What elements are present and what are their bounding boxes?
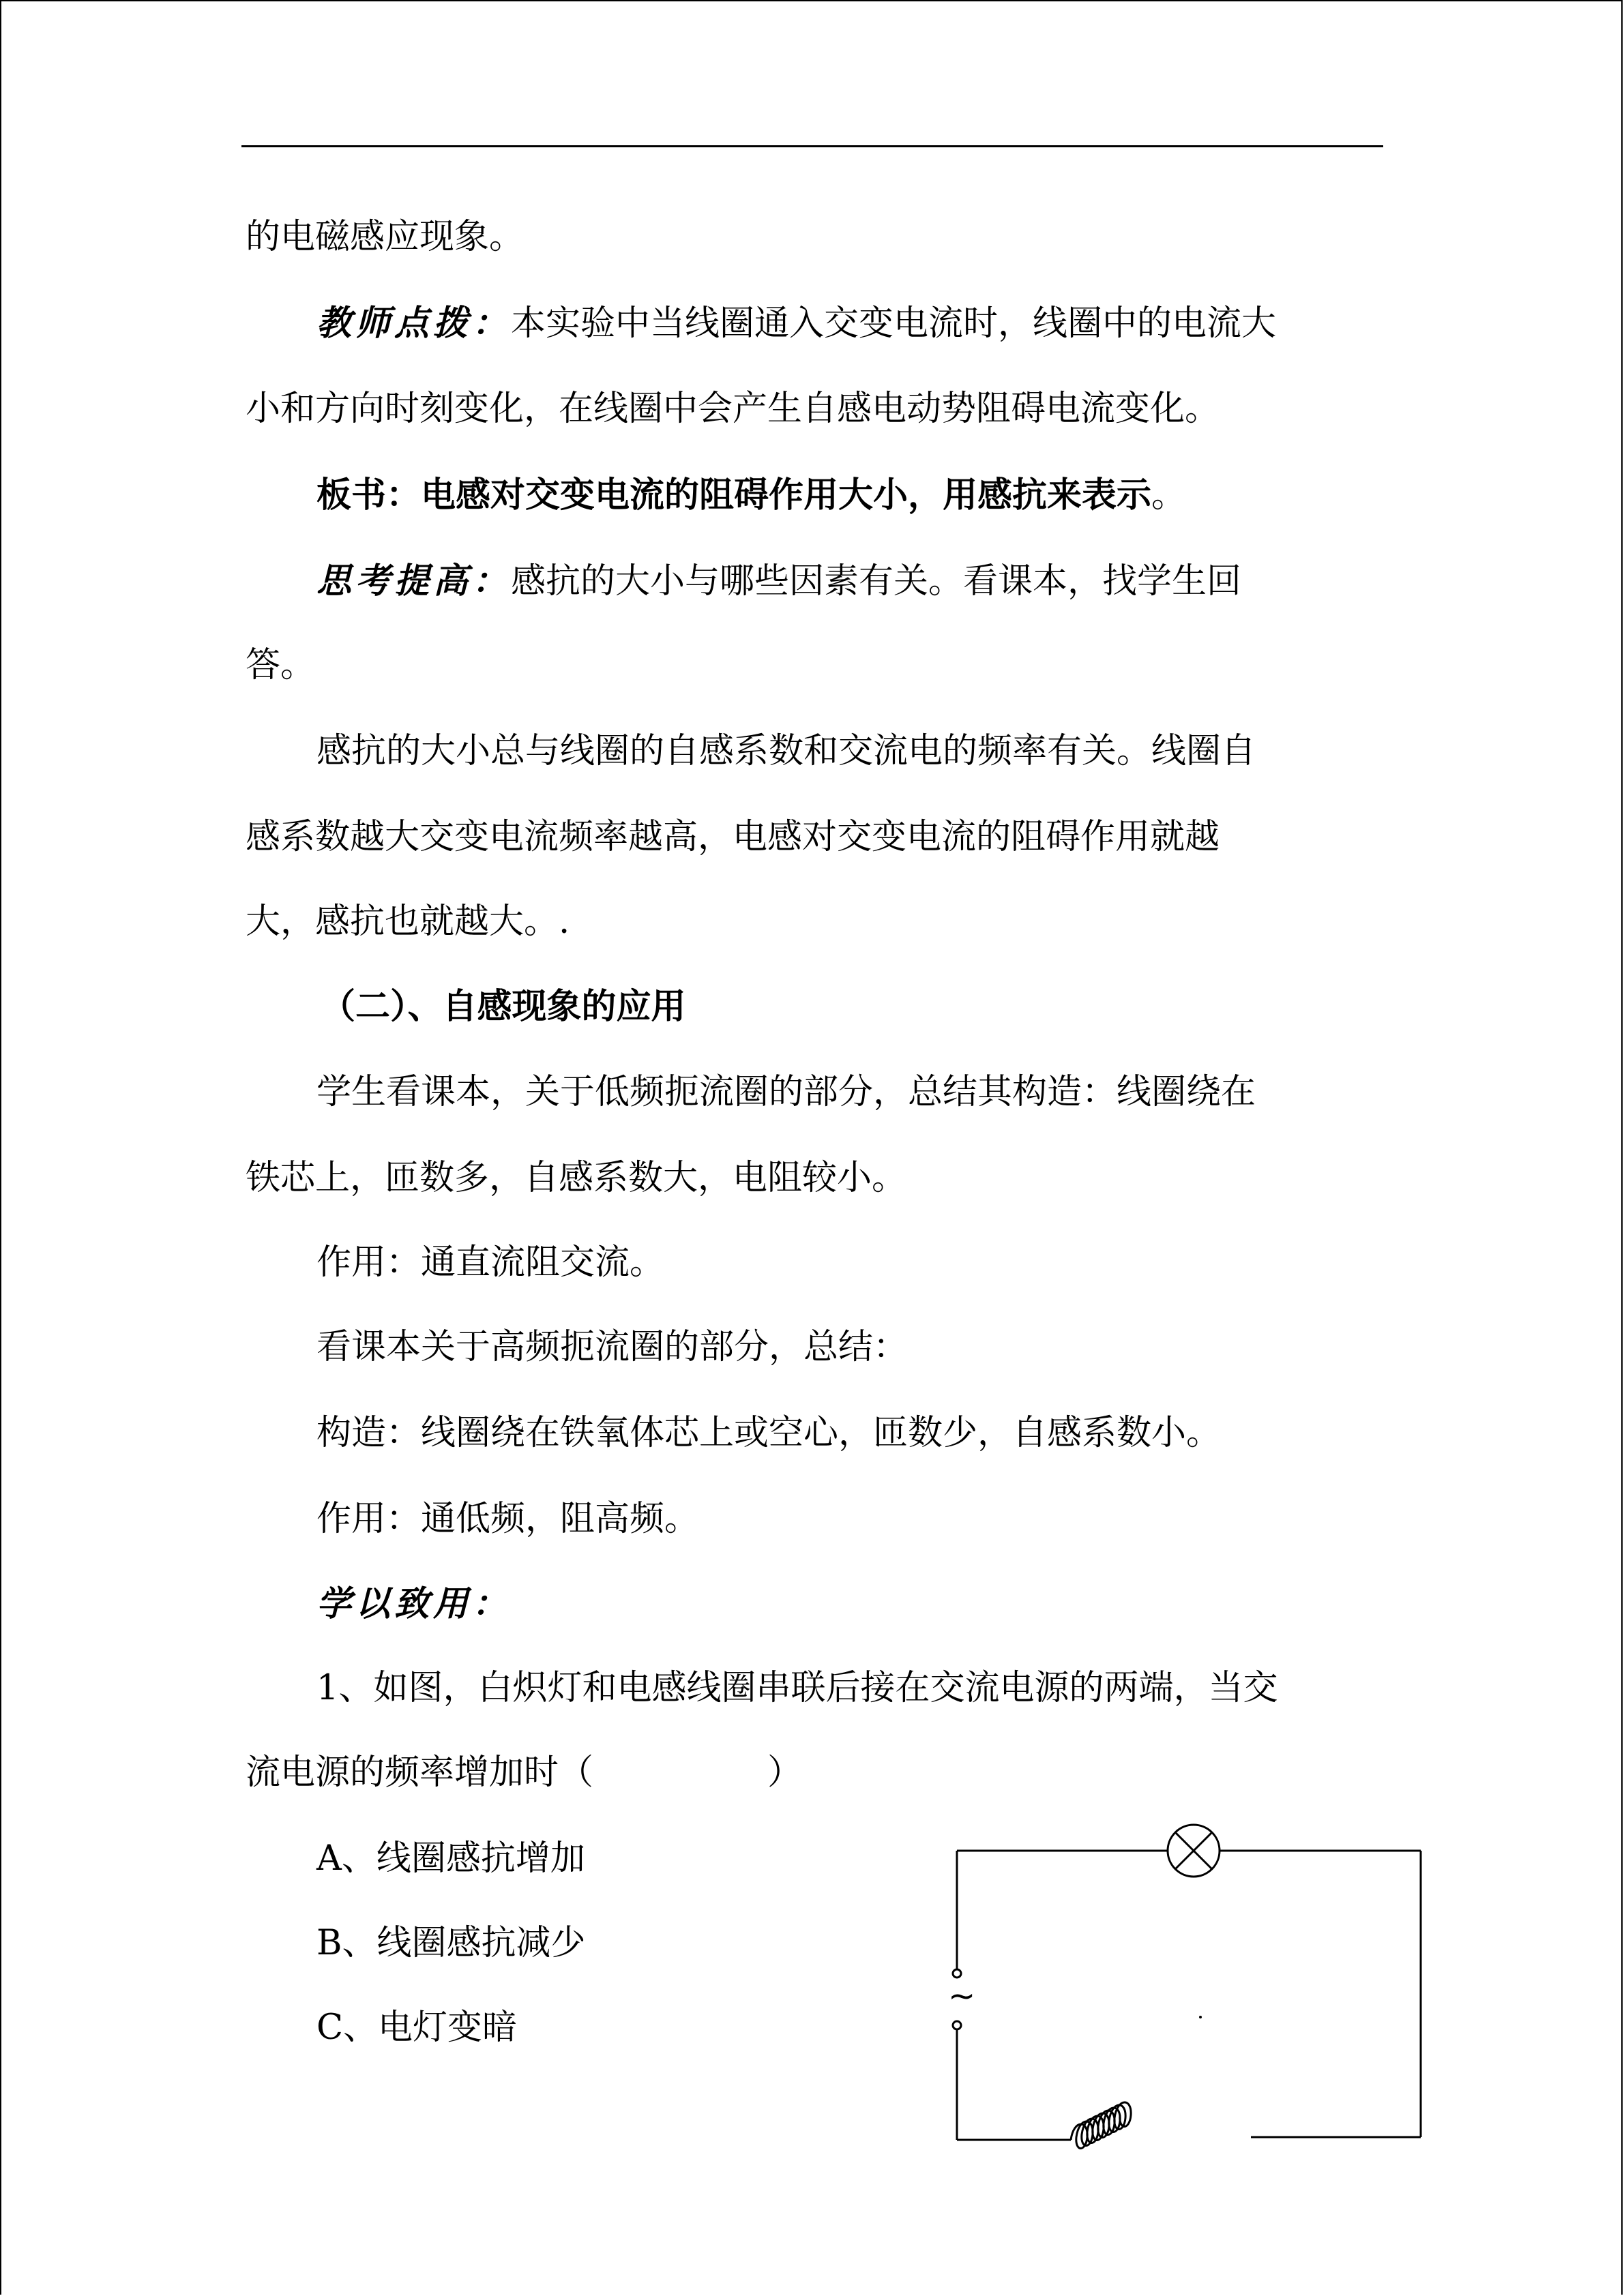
text-line-4 (316, 475, 1186, 516)
board-writing: 板书：电感对交变电流的阻碍作用大小，用感抗来表示 (316, 475, 1152, 516)
option-a: A、线圈感抗增加 (316, 1838, 585, 1879)
lamp-icon (1168, 1825, 1220, 1877)
text-line-8: 感系数越大交变电流频率越高，电感对交变电流的阻碍作用就越 (246, 817, 1220, 857)
circuit-diagram (948, 1806, 1439, 2160)
teacher-hint-text: 本实验中当线圈通入交变电流时，线圈中的电流大 (511, 303, 1277, 344)
text-line-13: 作用：通直流阻交流。 (316, 1242, 665, 1283)
text-line-15: 构造：线圈绕在铁氧体芯上或空心，匝数少，自感系数小。 (316, 1413, 1222, 1453)
text-line-16: 作用：通低频，阻高频。 (316, 1499, 700, 1539)
thinking-text: 感抗的大小与哪些因素有关。看课本，找学生回 (511, 561, 1242, 601)
thinking-label: 思考提高： (316, 561, 512, 601)
text-line-7: 感抗的大小总与线圈的自感系数和交流电的频率有关。线圈自 (316, 731, 1256, 771)
teacher-hint-label: 教师点拨： (316, 303, 512, 344)
text-line-3: 小和方向时刻变化，在线圈中会产生自感电动势阻碍电流变化。 (246, 389, 1220, 429)
text-line-9: 大，感抗也就越大。. (246, 901, 570, 942)
header-rule (241, 145, 1383, 147)
text-line-14: 看课本关于高频扼流圈的部分，总结： (316, 1327, 909, 1367)
option-c: C、电灯变暗 (316, 2008, 518, 2048)
text-line-5 (316, 561, 1241, 602)
text-line-12: 铁芯上，匝数多，自感系数大，电阻较小。 (246, 1158, 907, 1198)
text-line-1: 的电磁感应现象。 (246, 217, 525, 257)
text-line-2 (316, 303, 1276, 344)
section-heading: （二）、自感现象的应用 (321, 986, 686, 1027)
option-b: B、线圈感抗减少 (316, 1923, 586, 1963)
question-1-line-2: 流电源的频率增加时（ ） (246, 1753, 803, 1793)
apply-label: 学以致用： (316, 1583, 512, 1624)
board-writing-period: 。 (1151, 475, 1187, 516)
question-1-line-1: 1、如图，白炽灯和电感线圈串联后接在交流电源的两端，当交 (316, 1668, 1278, 1708)
text-line-11: 学生看课本，关于低频扼流圈的部分，总结其构造：线圈绕在 (316, 1072, 1256, 1112)
source-terminal-bottom (953, 2021, 961, 2029)
ac-source-symbol: ~ (948, 1977, 976, 2015)
inductor-coil-icon (1071, 2102, 1131, 2149)
text-line-6: 答。 (246, 645, 316, 685)
stray-dot (1199, 2016, 1202, 2018)
